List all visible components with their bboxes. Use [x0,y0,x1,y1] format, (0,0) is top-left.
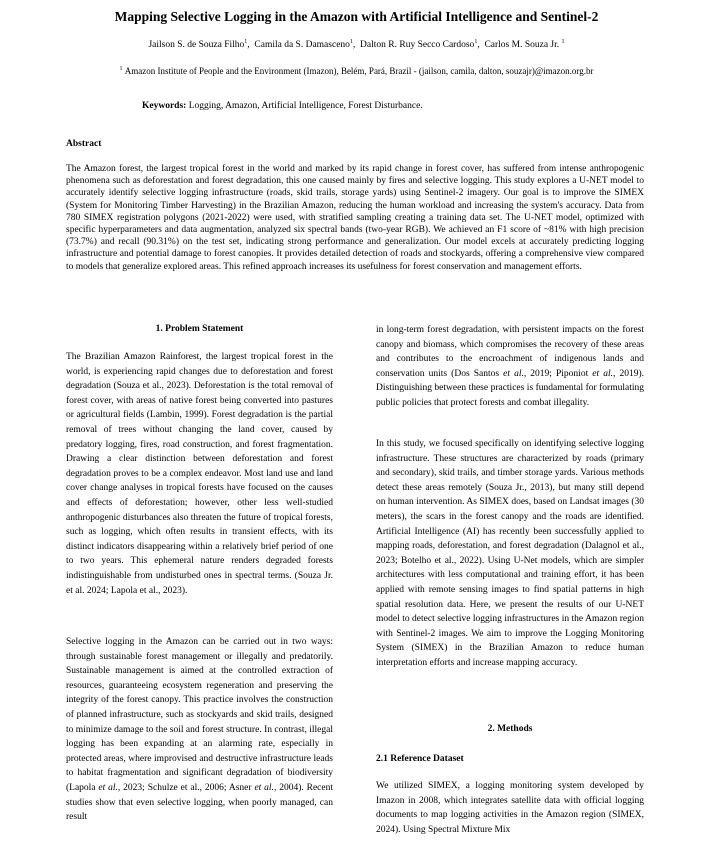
author-affil-mark: 1 [244,38,248,45]
section-heading: 1. Problem Statement [155,324,244,334]
keywords-text: Logging, Amazon, Artificial Intelligence, Forest Disturbance. [188,101,423,111]
affiliation-text: Amazon Institute of People and the Environment (Imazon), Belém, Pará, Brazil - (jailson, camila, dalton, souzajr)@imazon.org.br [124,66,594,76]
body-text: , 2019). Distinguishing between these practices is fundamental for formulating public policies that protect forests and combat illegality. [376,368,644,408]
body-paragraph [66,635,333,825]
author-name: Dalton R. Ruy Secco Cardoso [360,40,475,50]
body-paragraph [376,323,644,411]
body-text-italic: et al. [503,368,524,379]
affiliation-mark: 1 [119,66,123,72]
body-text: in long-term forest degradation, with persistent impacts on the forest canopy and biomass, which compromises the recovery of these areas and contributes to the encroachment of indigenous lands and conservation units (Dos Santos [376,325,644,379]
body-text: , 2004). Recent studies show that even selective logging, when poorly managed, can result [66,782,333,823]
body-paragraph: We utilized SIMEX, a logging monitoring system developed by Imazon in 2008, which integrates satellite data with official logging documents to map logging activities in the Amazon region (SIMEX, 2024). Using Spectral Mixture Mix [376,781,644,835]
body-text-italic: et al. [98,782,118,793]
body-text-italic: et al. [254,782,274,793]
author-name: Camila da S. Damasceno [254,40,350,50]
body-text: Selective logging in the Amazon can be carried out in two ways: through sustainable forest management or illegally and predatorily. Sustainable management is aimed at the controlled extraction of resources, guaranteeing ecosystem regeneration and preserving the integrity of the forest canopy. This practice involves the construction of planned infrastructure, such as stockyards and skid trails, designed to minimize damage to the soil and forest structure. In contrast, illegal logging has been expanding at an alarming rate, especially in protected areas, where improvised and destructive infrastructure leads to habitat fragmentation and significant degradation of biodiversity (Lapola [66,637,333,793]
paper-title: Mapping Selective Logging in the Amazon with Artificial Intelligence and Sentinel-2 [114,9,599,24]
author-affil-mark: 1 [349,38,353,45]
affiliation [0,66,713,76]
body-text: , 2023; Schulze et al., 2006; Asner [117,782,255,793]
author-name: Jailson S. de Souza Filho [148,40,245,50]
body-paragraph: In this study, we focused specifically on identifying selective logging infrastructure. These structures are characterized by roads (primary and secondary), skid trails, and timber storage yards. Various methods detect these areas remotely (Souza Jr., 2013), but many still depend on human intervention. As SIMEX does, based on Landsat images (30 meters), the scars in the forest canopy and the roads are identified. Artificial Intelligence (AI) has recently been successfully applied to mapping roads, deforestation, and forest degradation (Dalagnol et al., 2023; Botelho et al., 2022). Using U-Net models, which are simpler architectures with less computational and training effort, it has been applied with remote sensing images to find spatial patterns in high spatial resolution data. Here, we present the results of our U-NET model to detect selective logging infrastructures in the Amazon region with Sentinel-2 images. We aim to improve the Logging Monitoring System (SIMEX) in the Brazilian Amazon to reduce human interpretation efforts and increase mapping accuracy. [376,439,644,668]
body-text-italic: et al. [592,368,613,379]
subsection-heading: 2.1 Reference Dataset [376,754,464,764]
section-heading: 2. Methods [487,724,533,734]
abstract-heading: Abstract [66,139,102,149]
body-paragraph: The Brazilian Amazon Rainforest, the largest tropical forest in the world, is experiencing rapid changes due to deforestation and forest degradation (Souza et al., 2023). Deforestation is the total removal of forest cover, with areas of native forest being converted into pastures or agricultural fields (Lambin, 1999). Forest degradation is the partial removal of trees without changing the land cover, caused by predatory logging, fires, road construction, and forest fragmentation. Drawing a clear distinction between deforestation and forest degradation proves to be a complex endeavor. Most land use and land cover change analyses in tropical forests have focused on the causes and effects of deforestation; however, other less well-studied anthropogenic disturbances also threaten the future of tropical forests, such as logging, which often results in transient effects, with its distinct indicators disappearing within a relatively brief period of one to two years. This ephemeral nature renders degraded forests indistinguishable from undisturbed ones in spectral terms. (Souza Jr. et al. 2024; Lapola et al., 2023). [66,352,333,596]
keywords [142,101,423,111]
body-text: , 2019; Piponiot [523,368,593,379]
author-name: Carlos M. Souza Jr. [484,40,560,50]
author-affil-mark: 1 [474,38,478,45]
author-affil-mark: 1 [561,38,565,45]
author-list: Jailson S. de Souza Filho$^1$, Camila da S. Damasceno$^1$, Dalton R. Ruy Secco Cardoso$^1$, Carlos M. Souza Jr. $^1$ [148,38,565,50]
keywords-label: Keywords: [142,101,187,111]
abstract-text: The Amazon forest, the largest tropical forest in the world and marked by its rapid change in forest cover, has suffered from intense anthropogenic phenomena such as deforestation and forest degradation, this one caused mainly by fires and selective logging. This study explores a U-NET model to accurately identify selective logging infrastructure (roads, skid trails, storage yards) using Sentinel-2 imagery. Our goal is to improve the SIMEX (System for Monitoring Timber Harvesting) in the Brazilian Amazon, reducing the human workload and increasing the system's accuracy. Data from 780 SIMEX registration polygons (2021-2022) were used, with stratified sampling creating a training data set. The U-NET model, optimized with specific hyperparameters and data augmentation, analyzed six spectral bands (two-year RGB). We achieved an F1 score of ~81% with high precision (73.7%) and recall (90.31%) on the test set, indicating strong performance and generalization. Our model excels at accurately predicting logging infrastructure and potential damage to forest canopies. It provides detailed detection of roads and stockyards, offering a comprehensive view compared to models that generalize explored areas. This refined approach increases its usefulness for forest conservation and management efforts. [66,164,644,272]
